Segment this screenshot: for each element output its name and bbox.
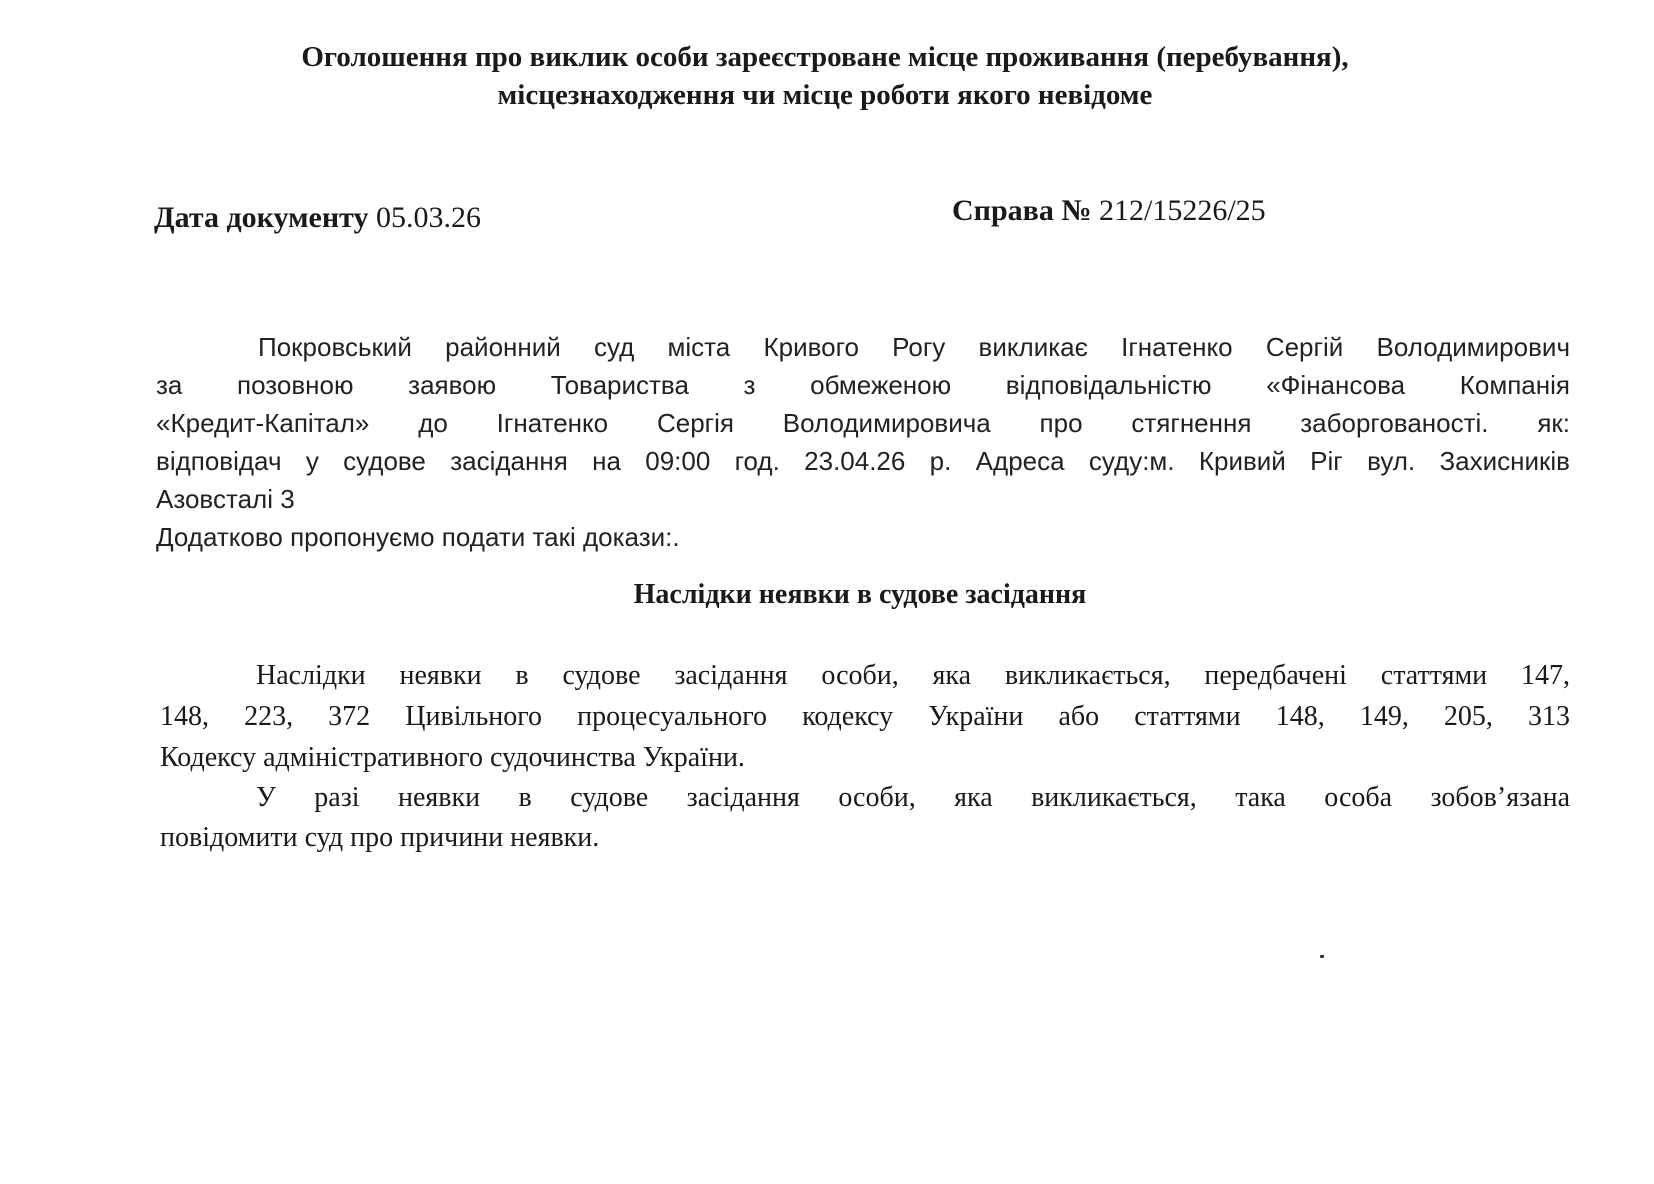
document-date: [154, 200, 481, 236]
consequences-line: У разі неявки в судове засідання особи, яка викликається, така особа зобов’язана: [256, 782, 1570, 813]
evidence-line: Додатково пропонуємо подати такі докази:.: [156, 522, 680, 552]
summons-line: Азовсталі 3: [156, 484, 295, 514]
case-number: [952, 193, 1266, 229]
consequences-line: Кодексу адміністративного судочинства України.: [160, 742, 745, 773]
case-number-label: Справа №: [952, 194, 1092, 227]
case-number-value: 212/15226/25: [1098, 194, 1266, 227]
consequences-line: Наслідки неявки в судове засідання особи, яка викликається, передбачені статтями 147,: [256, 660, 1570, 691]
document-date-label: Дата документу: [154, 201, 369, 234]
consequences-heading: Наслідки неявки в судове засідання: [633, 579, 1087, 610]
document-title-line-2: місцезнаходження чи місце роботи якого невідоме: [497, 79, 1153, 111]
scan-speck: [1320, 955, 1324, 958]
consequences-line: 148, 223, 372 Цивільного процесуального кодексу України або статтями 148, 149, 205, 313: [160, 701, 1570, 732]
summons-line: за позовною заявою Товариства з обмеженою відповідальністю «Фінансова Компанія: [156, 370, 1570, 400]
summons-line: «Кредит-Капітал» до Ігнатенко Сергія Володимировича про стягнення заборгованості. як:: [156, 408, 1570, 438]
summons-line: відповідач у судове засідання на 09:00 год. 23.04.26 р. Адреса суду:м. Кривий Ріг вул. Захисників: [156, 446, 1570, 476]
document-date-value: 05.03.26: [375, 201, 481, 234]
document-title-line-1: Оголошення про виклик особи зареєстроване місце проживання (перебування),: [301, 41, 1349, 73]
consequences-line: повідомити суд про причини неявки.: [160, 822, 600, 853]
summons-line: Покровський районний суд міста Кривого Рогу викликає Ігнатенко Сергій Володимирович: [258, 332, 1570, 362]
